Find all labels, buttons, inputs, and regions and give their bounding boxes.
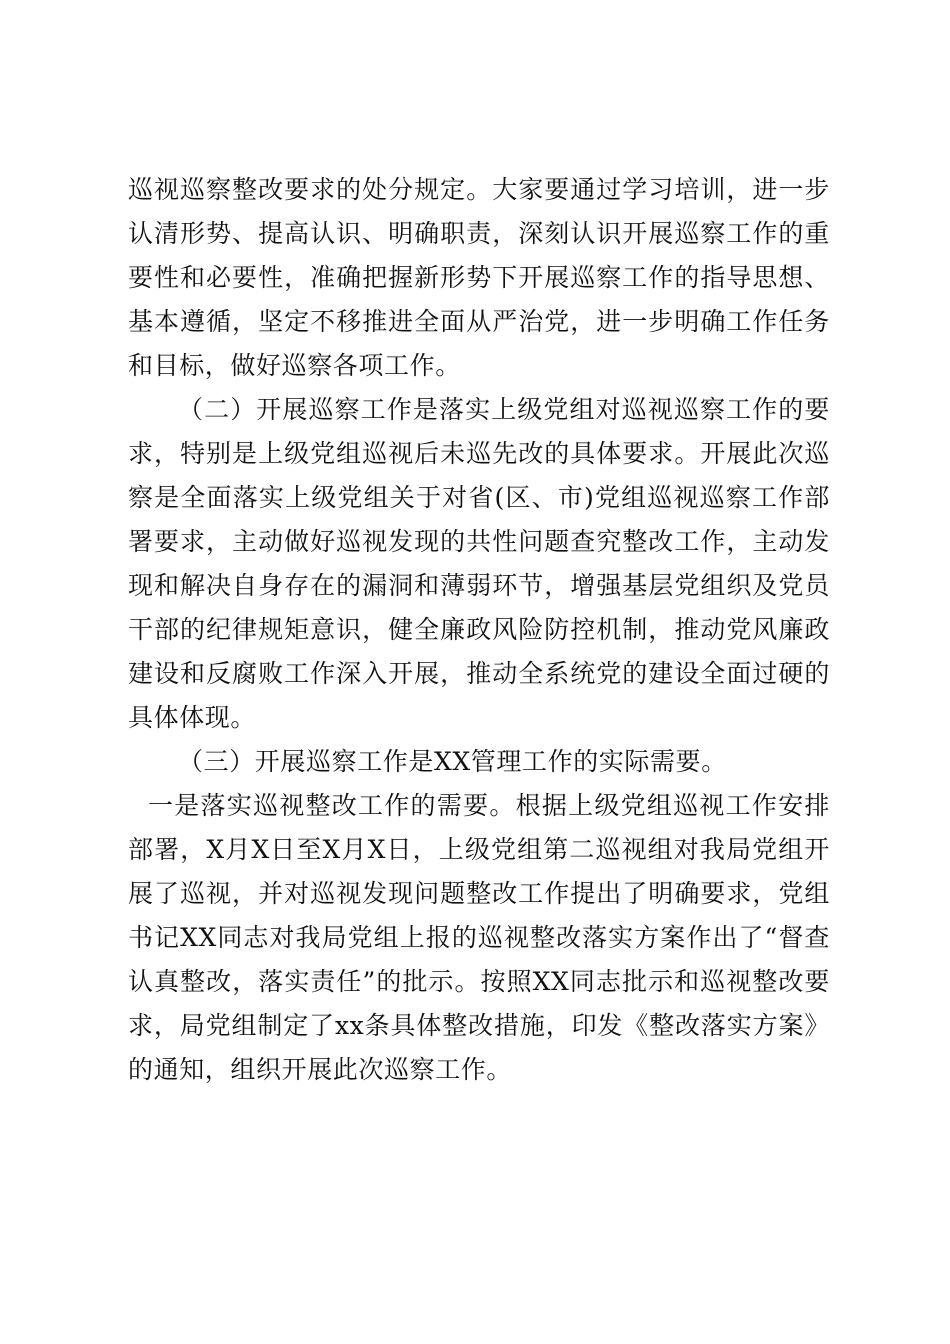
text-line: 和目标，做好巡察各项工作。 bbox=[128, 351, 461, 380]
text-line: 要性和必要性，准确把握新形势下开展巡察工作的指导思想、 bbox=[128, 263, 830, 292]
text-line: 部署，X月X日至X月X日，上级党组第二巡视组对我局党组开 bbox=[128, 835, 830, 864]
paragraph-3 bbox=[128, 740, 830, 784]
text-line: 求，局党组制定了xx条具体整改措施，印发《整改落实方案》 bbox=[128, 1011, 830, 1040]
text-line: 展了巡视，并对巡视发现问题整改工作提出了明确要求，党组 bbox=[128, 879, 830, 908]
text-line: 一是落实巡视整改工作的需要。根据上级党组巡视工作安排 bbox=[148, 791, 830, 820]
text-line: （二）开展巡察工作是落实上级党组对巡视巡察工作的要 bbox=[178, 395, 830, 424]
text-line: 署要求，主动做好巡视发现的共性问题查究整改工作，主动发 bbox=[128, 527, 830, 556]
text-line: 干部的纪律规矩意识，健全廉政风险防控机制，推动党风廉政 bbox=[128, 615, 830, 644]
paragraph-2 bbox=[128, 388, 830, 740]
section-heading: （三）开展巡察工作是XX管理工作的实际需要。 bbox=[178, 747, 727, 776]
text-line: 的通知，组织开展此次巡察工作。 bbox=[128, 1055, 513, 1084]
text-line: 巡视巡察整改要求的处分规定。大家要通过学习培训，进一步 bbox=[128, 175, 830, 204]
paragraph-1 bbox=[128, 168, 830, 388]
document-body bbox=[128, 168, 830, 1092]
text-line: 书记XX同志对我局党组上报的巡视整改落实方案作出了“督查 bbox=[128, 923, 830, 952]
text-line: 认清形势、提高认识、明确职责，深刻认识开展巡察工作的重 bbox=[128, 219, 830, 248]
text-line: 认真整改，落实责任”的批示。按照XX同志批示和巡视整改要 bbox=[128, 967, 830, 996]
text-line: 现和解决自身存在的漏洞和薄弱环节，增强基层党组织及党员 bbox=[128, 571, 830, 600]
text-line: 求，特别是上级党组巡视后未巡先改的具体要求。开展此次巡 bbox=[128, 439, 830, 468]
text-line: 具体体现。 bbox=[128, 703, 257, 732]
text-line: 察是全面落实上级党组关于对省(区、市)党组巡视巡察工作部 bbox=[128, 483, 830, 512]
paragraph-4 bbox=[128, 784, 830, 1092]
text-line: 建设和反腐败工作深入开展，推动全系统党的建设全面过硬的 bbox=[128, 659, 830, 688]
text-line: 基本遵循，坚定不移推进全面从严治党，进一步明确工作任务 bbox=[128, 307, 830, 336]
